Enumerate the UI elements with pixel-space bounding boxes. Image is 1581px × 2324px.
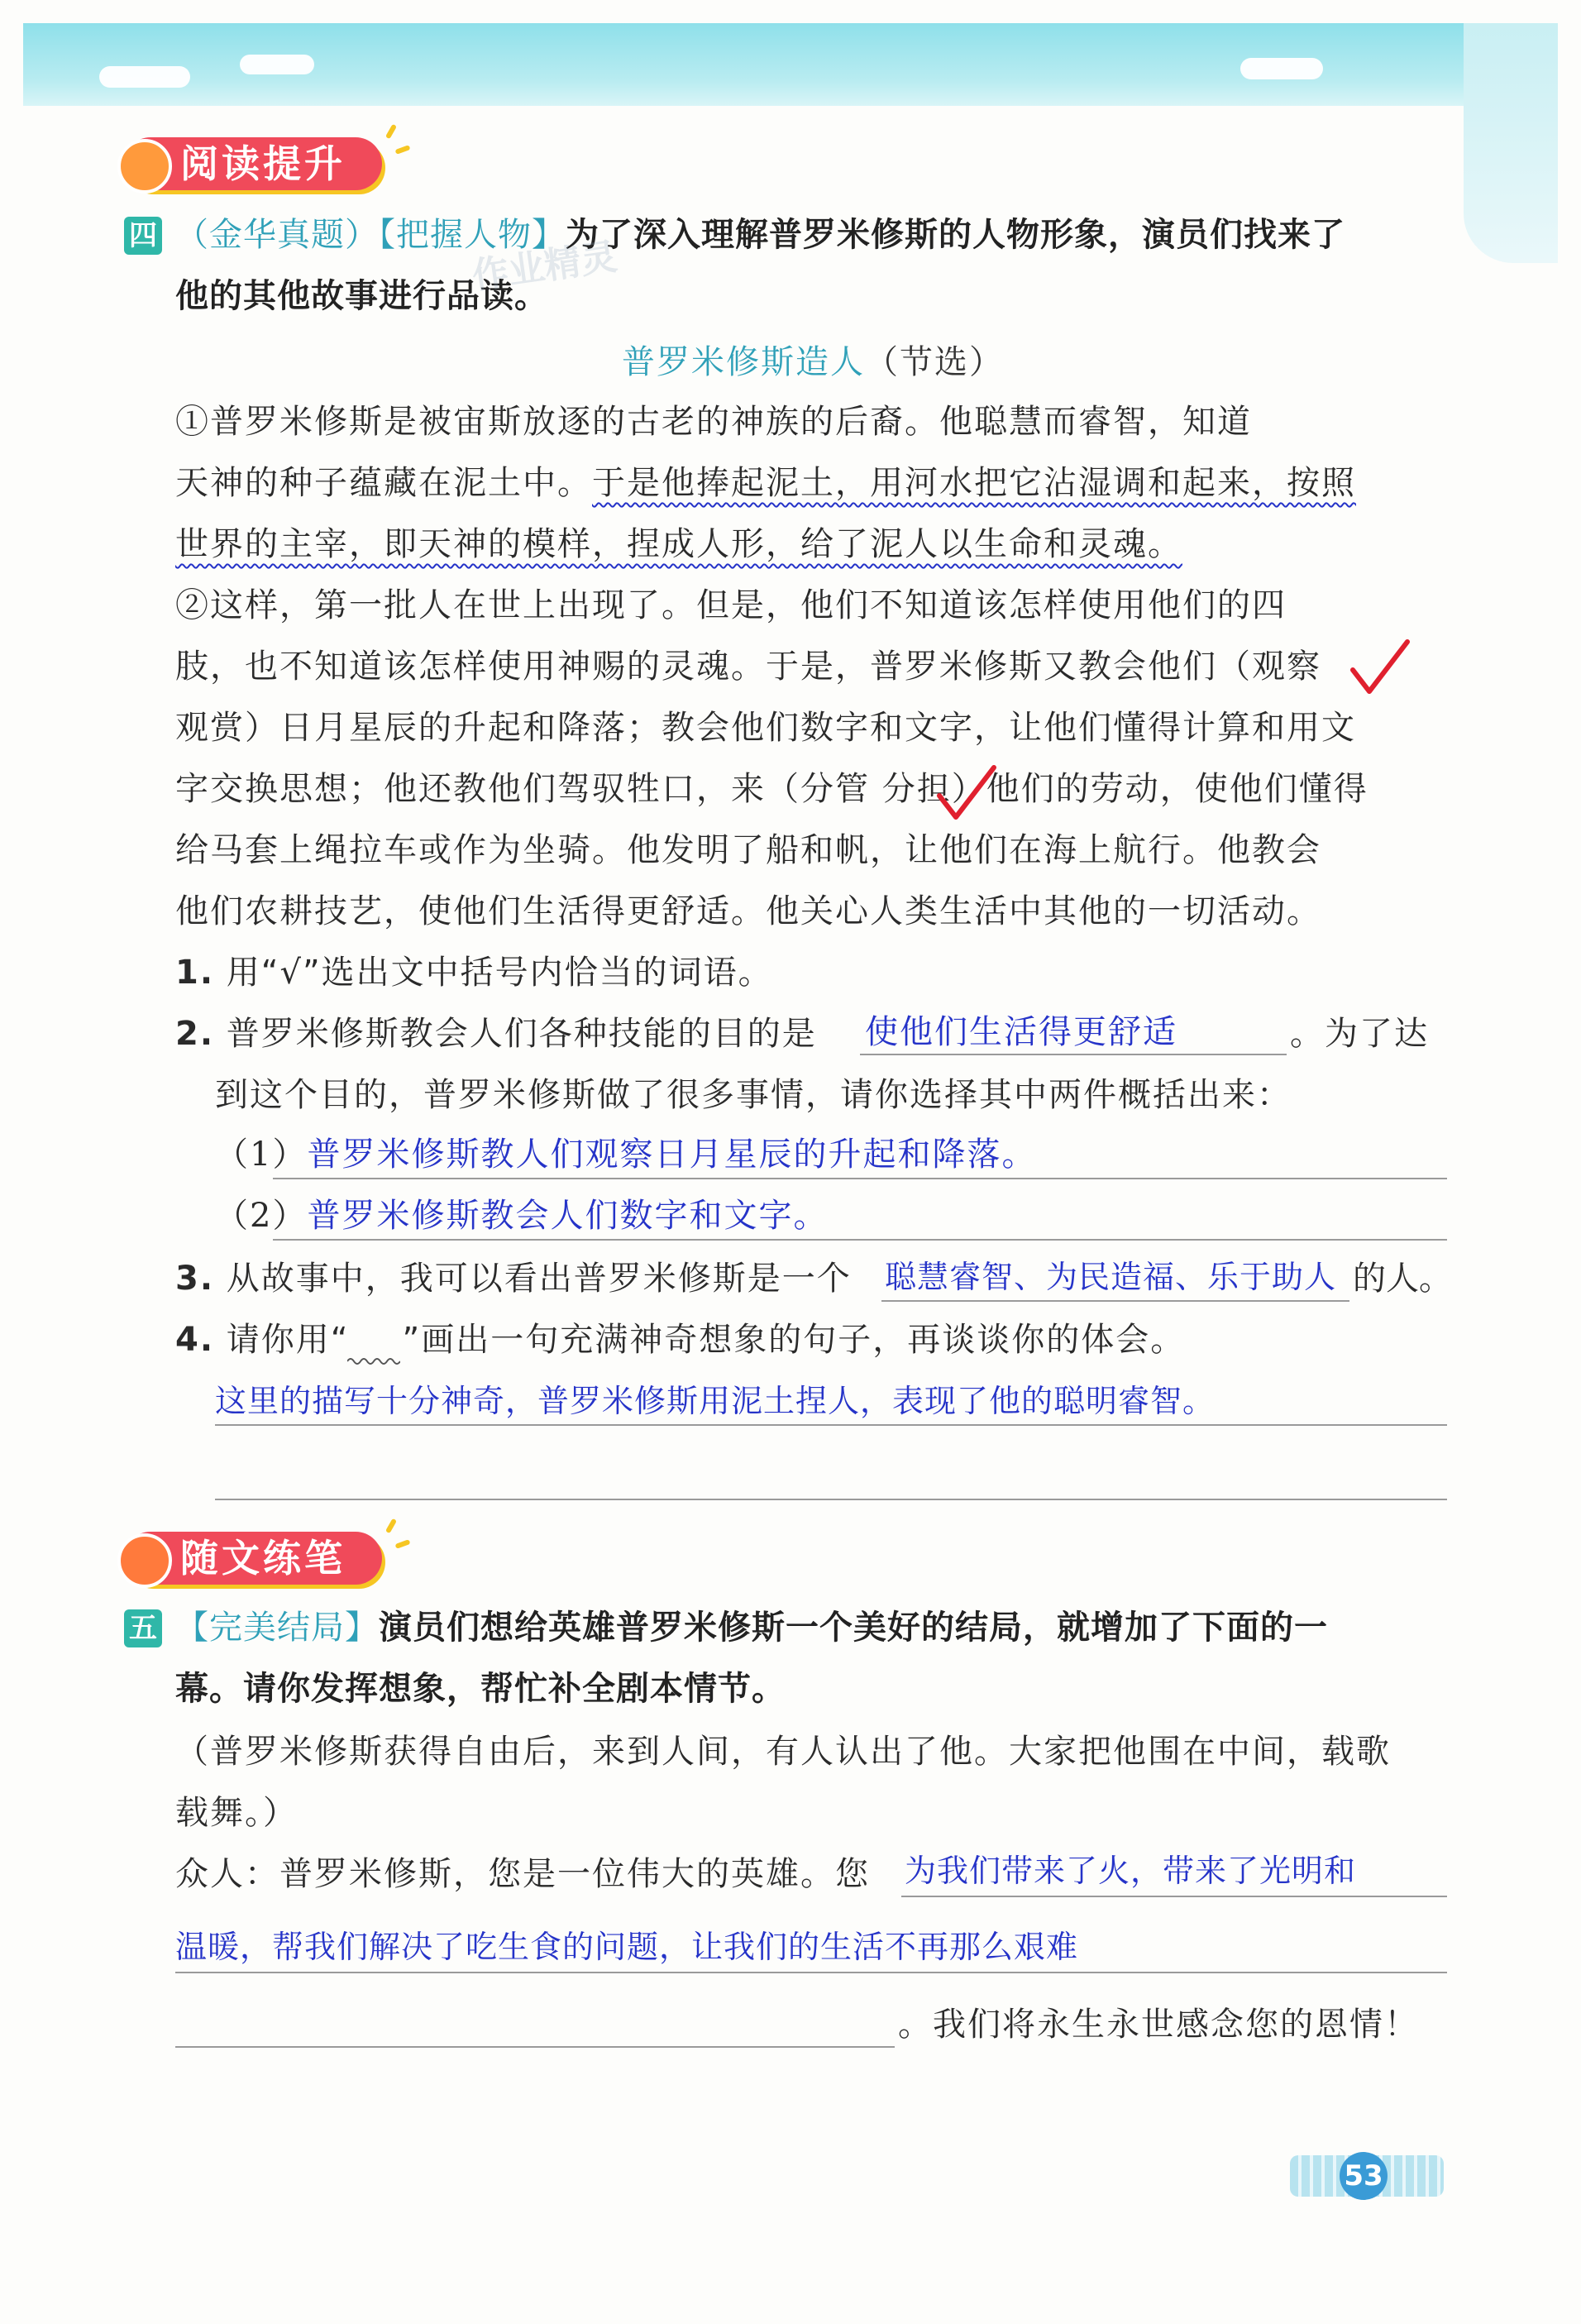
section-title-writing [124,1532,382,1585]
page-number: 53 [1340,2152,1388,2200]
sparkle-icon [385,1518,397,1534]
question-tag: 【把握人物】 [379,216,566,254]
question-1 [175,953,773,992]
question-number: 4. [175,1321,215,1359]
answer-line [273,1178,1447,1179]
sub-label: （1） [215,1136,308,1174]
answer-line [901,1896,1447,1897]
answer-text[interactable]: 普罗米修斯教会人们数字和文字。 [307,1197,829,1235]
passage-line: ②这样，第一批人在世上出现了。但是，他们不知道该怎样使用他们的四 [175,586,1287,624]
answer-text[interactable]: 这里的描写十分神奇，普罗米修斯用泥土捏人，表现了他的聪明睿智。 [215,1383,1216,1419]
question-3 [175,1259,852,1298]
question-badge: 四 [124,217,162,255]
section-title-reading [124,137,382,190]
question-text: 请你用“ [226,1321,350,1359]
passage-line: 他们农耕技艺，使他们生活得更舒适。他关心人类生活中其他的一切活动。 [175,892,1321,930]
passage-text: 天神的种子蕴藏在泥土中。 [175,464,592,502]
question-text: 普罗米修斯教会人们各种技能的目的是 [226,1015,817,1053]
stage-direction: 载舞。） [175,1794,298,1832]
passage-line: 给马套上绳拉车或作为坐骑。他发明了船和帆，让他们在海上航行。他教会 [175,831,1321,869]
question-text: 从故事中，我可以看出普罗米修斯是一个 [226,1260,852,1298]
page-number-badge [1290,2155,1444,2197]
question-number: 3. [175,1260,215,1298]
passage-line: ①普罗米修斯是被宙斯放逐的古老的神族的后裔。他聪慧而睿智，知道 [175,403,1252,441]
section-title-text: 随文练笔 [180,1536,346,1580]
answer-text[interactable]: 使他们生活得更舒适 [865,1013,1177,1051]
question-text: 的人。 [1353,1260,1452,1298]
book-icon [117,139,172,194]
check-mark-icon [1348,637,1414,703]
sub-answer-row [215,1135,1036,1174]
cloud-decoration [1240,58,1323,79]
question-badge: 五 [124,1609,162,1647]
passage-title-text: 普罗米修斯造人 [622,343,865,381]
answer-line [881,1300,1349,1302]
answer-line [273,1239,1447,1241]
answer-line [215,1424,1447,1426]
question-intro [175,1608,1328,1647]
passage-title [622,342,1004,382]
passage-line: 肢，也不知道该怎样使用神赐的灵魂。于是，普罗米修斯又教会他们（观察 [175,648,1321,686]
answer-text[interactable]: 温暖，帮我们解决了吃生食的问题，让我们的生活不再那么艰难 [175,1929,1079,1965]
cloud-decoration [240,55,314,74]
sub-label: （2） [215,1197,308,1235]
question-intro-line2: 他的其他故事进行品读。 [175,277,548,315]
passage-line: 观赏）日月星辰的升起和降落；教会他们数字和文字，让他们懂得计算和用文 [175,709,1356,747]
question-text: 。为了达 [1290,1015,1429,1053]
question-4 [175,1320,1185,1360]
answer-text[interactable]: 普罗米修斯教人们观察日月星辰的升起和降落。 [307,1136,1037,1174]
sparkle-icon [385,124,397,140]
question-intro-text: 演员们想给英雄普罗米修斯一个美好的结局，就增加了下面的一 [379,1609,1328,1647]
answer-line [175,2046,895,2048]
question-intro-line2: 幕。请你发挥想象，帮忙补全剧本情节。 [175,1670,786,1708]
passage-line: 字交换思想；他还教他们驾驭牲口，来（分管 分担）他们的劳动，使他们懂得 [175,770,1368,808]
question-text: 到这个目的，普罗米修斯做了很多事情，请你选择其中两件概括出来： [215,1076,1292,1114]
question-intro-text: 为了深入理解普罗米修斯的人物形象，演员们找来了 [566,216,1345,254]
section-title-text: 阅读提升 [180,141,346,186]
sparkle-icon [395,1539,411,1549]
cloud-decoration [99,66,190,88]
header-band-corner [1464,23,1558,263]
question-text: 用“√”选出文中括号内恰当的词语。 [226,954,773,992]
question-number: 1. [175,954,215,992]
passage-title-note: （节选） [865,343,1004,381]
answer-text[interactable]: 为我们带来了火，带来了光明和 [905,1853,1357,1889]
check-mark-icon [934,763,1001,829]
question-text: ”画出一句充满神奇想象的句子，再谈谈你的体会。 [402,1321,1186,1359]
question-number: 2. [175,1015,215,1053]
answer-text[interactable]: 聪慧睿智、为民造福、乐于助人 [885,1259,1337,1295]
watermark: 作业精灵 [469,235,620,298]
sub-answer-row [215,1196,828,1236]
speech-end: 。我们将永生永世感念您的恩情！ [898,2006,1419,2044]
stage-direction: （普罗米修斯获得自由后，来到人间，有人认出了他。大家把他围在中间，载歌 [175,1733,1391,1771]
answer-line [215,1499,1447,1500]
sparkle-icon [395,145,411,155]
marked-sentence: 于是他捧起泥土，用河水把它沾湿调和起来，按照 [592,464,1356,502]
marked-sentence: 世界的主宰，即天神的模样，捏成人形，给了泥人以生命和灵魂。 [175,525,1182,563]
pencil-icon [117,1533,172,1588]
passage-line [175,524,1182,564]
question-2 [175,1014,817,1054]
answer-line [175,1972,1447,1973]
question-intro [175,215,1345,255]
passage-line [175,463,1356,503]
question-source: （金华真题） [175,216,379,254]
speech-line: 众人：普罗米修斯，您是一位伟大的英雄。您 [175,1855,870,1893]
question-tag: 【完美结局】 [175,1609,379,1647]
wavy-line-sample [347,1356,400,1366]
answer-line [860,1054,1287,1055]
